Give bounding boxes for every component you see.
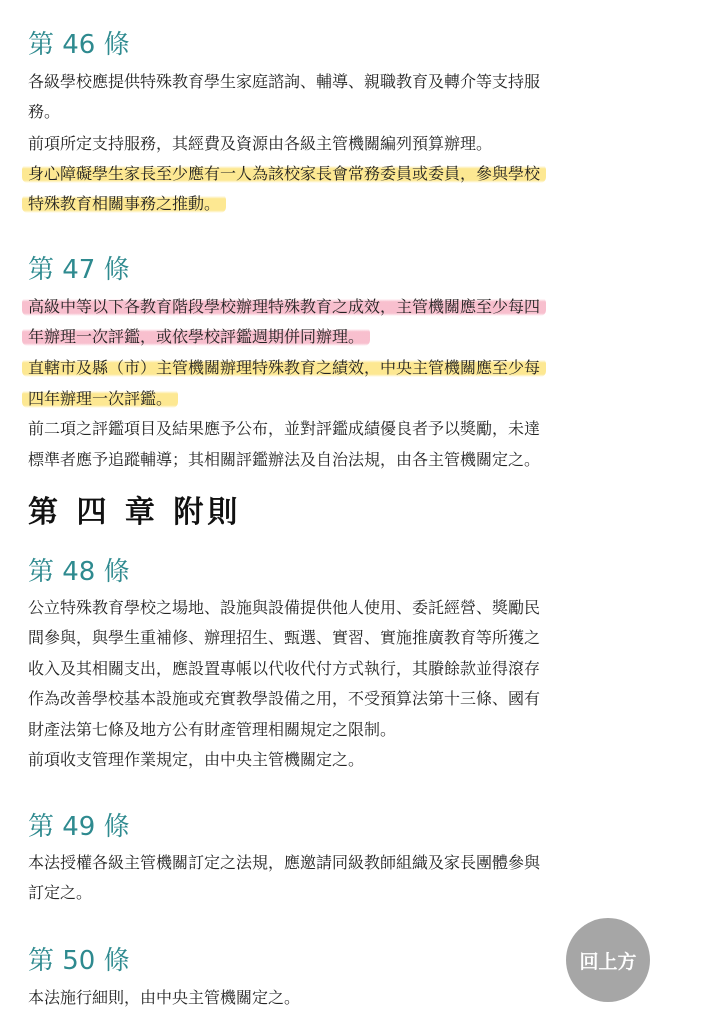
article-47-line-1 [28, 292, 546, 322]
pink-highlight: 高級中等以下各教育階段學校辦理特殊教育之成效，主管機關應至少每四 [22, 297, 546, 316]
yellow-highlight: 四年辦理一次評鑑。 [22, 389, 178, 408]
article-49-line-1: 本法授權各級主管機關訂定之法規，應邀請同級教師組織及家長團體參與 [28, 853, 541, 872]
article-47-line-3 [28, 353, 546, 383]
article-49-line-2: 訂定之。 [28, 883, 93, 902]
article-49-title: 第 49 條 [28, 812, 130, 842]
article-48-line-2: 間參與，與學生重補修、辦理招生、甄選、實習、實施推廣教育等所獲之 [28, 628, 541, 647]
yellow-highlight: 特殊教育相關事務之推動。 [22, 194, 226, 213]
article-46-line-3: 前項所定支持服務，其經費及資源由各級主管機關編列預算辦理。 [28, 134, 493, 153]
article-50-title: 第 50 條 [28, 946, 130, 976]
article-48-title: 第 48 條 [28, 557, 130, 587]
article-46-line-4 [28, 159, 546, 189]
article-47-line-6: 標準者應予追蹤輔導；其相關評鑑辦法及自治法規，由各主管機關定之。 [28, 450, 541, 469]
yellow-highlight: 直轄市及縣（市）主管機關辦理特殊教育之績效，中央主管機關應至少每 [22, 358, 546, 377]
article-47-line-4 [28, 384, 178, 414]
article-47-line-5: 前二項之評鑑項目及結果應予公布，並對評鑑成績優良者予以獎勵，未達 [28, 419, 541, 438]
article-48-line-1: 公立特殊教育學校之場地、設施與設備提供他人使用、委託經營、獎勵民 [28, 598, 541, 617]
article-48-line-4: 作為改善學校基本設施或充實教學設備之用，不受預算法第十三條、國有 [28, 689, 541, 708]
article-46-line-5 [28, 189, 226, 219]
pink-highlight: 年辦理一次評鑑，或依學校評鑑週期併同辦理。 [22, 327, 370, 346]
article-47-title: 第 47 條 [28, 255, 130, 285]
article-48-line-6: 前項收支管理作業規定，由中央主管機關定之。 [28, 750, 365, 769]
chapter-4-title: 第 四 章 附則 [28, 495, 242, 530]
article-48-line-5: 財產法第七條及地方公有財產管理相關規定之限制。 [28, 720, 397, 739]
article-48-line-3: 收入及其相關支出，應設置專帳以代收代付方式執行，其賸餘款並得滾存 [28, 659, 541, 678]
back-to-top-button[interactable]: 回上方 [566, 918, 650, 1002]
article-46-line-2: 務。 [28, 102, 61, 121]
yellow-highlight: 身心障礙學生家長至少應有一人為該校家長會常務委員或委員，參與學校 [22, 164, 546, 183]
article-50-line-1: 本法施行細則，由中央主管機關定之。 [28, 988, 301, 1007]
article-46-title: 第 46 條 [28, 30, 130, 60]
article-46-line-1: 各級學校應提供特殊教育學生家庭諮詢、輔導、親職教育及轉介等支持服 [28, 72, 541, 91]
article-47-line-2 [28, 322, 370, 352]
